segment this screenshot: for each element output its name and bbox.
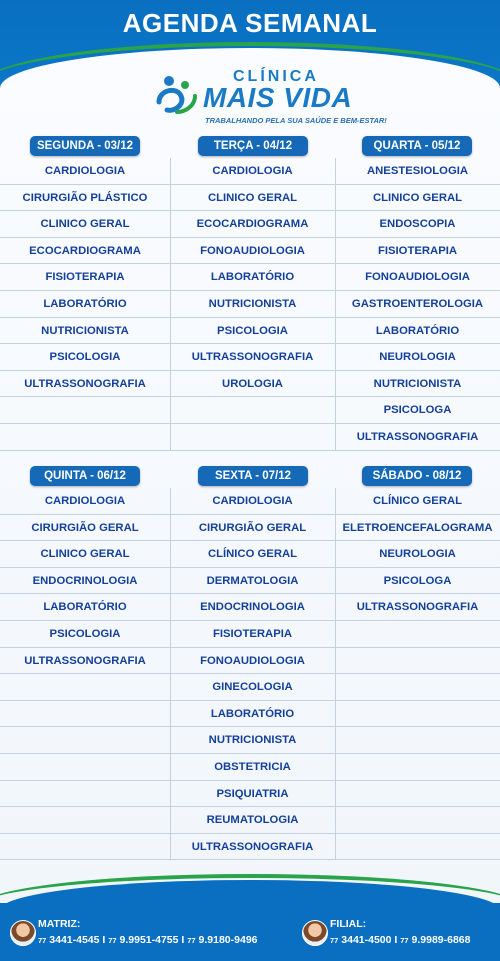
specialty-item: ELETROENCEFALOGRAMA xyxy=(335,515,500,542)
specialty-item: ENDOCRINOLOGIA xyxy=(0,568,170,595)
column-divider xyxy=(170,488,171,860)
specialty-item: CIRURGIÃO PLÁSTICO xyxy=(0,185,170,212)
specialty-item: LABORATÓRIO xyxy=(170,264,335,291)
contact-phones: 77 3441-4545 I 77 9.9951-4755 I 77 9.9180-9496 xyxy=(38,934,258,946)
specialty-item: ULTRASSONOGRAFIA xyxy=(170,834,335,861)
specialty-item: ECOCARDIOGRAMA xyxy=(170,211,335,238)
specialty-item: REUMATOLOGIA xyxy=(170,807,335,834)
specialty-item xyxy=(0,397,170,424)
specialty-item: FONOAUDIOLOGIA xyxy=(170,648,335,675)
specialty-item: LABORATÓRIO xyxy=(0,291,170,318)
specialty-item: CIRURGIÃO GERAL xyxy=(0,515,170,542)
specialty-item: NUTRICIONISTA xyxy=(335,371,500,398)
specialty-item: NEUROLOGIA xyxy=(335,541,500,568)
specialty-item: GINECOLOGIA xyxy=(170,674,335,701)
specialty-item: FISIOTERAPIA xyxy=(0,264,170,291)
phone-ddd: 77 xyxy=(400,936,409,945)
contact-phones: 77 3441-4500 I 77 9.9989-6868 xyxy=(330,934,471,946)
day-header: TERÇA - 04/12 xyxy=(198,136,308,156)
phone-ddd: 77 xyxy=(38,936,47,945)
specialty-item: CARDIOLOGIA xyxy=(170,488,335,515)
specialty-item xyxy=(335,807,500,834)
specialty-item: OBSTETRICIA xyxy=(170,754,335,781)
logo-name-text: MAIS VIDA xyxy=(203,82,353,113)
phone-ddd: 77 xyxy=(187,936,196,945)
specialty-item: ENDOCRINOLOGIA xyxy=(170,594,335,621)
phone-ddd: 77 xyxy=(330,936,339,945)
page-title: AGENDA SEMANAL xyxy=(122,8,378,38)
logo-clinica-text: CLÍNICA xyxy=(233,68,319,85)
specialty-item xyxy=(335,754,500,781)
specialty-item: PSICOLOGIA xyxy=(0,344,170,371)
specialty-item xyxy=(335,781,500,808)
phone-number: 9.9989-6868 xyxy=(411,934,471,946)
specialty-item: ECOCARDIOGRAMA xyxy=(0,238,170,265)
specialty-item: LABORATÓRIO xyxy=(170,701,335,728)
specialty-item xyxy=(0,701,170,728)
phone-number: 9.9180-9496 xyxy=(198,934,258,946)
phone-number: 9.9951-4755 xyxy=(119,934,179,946)
specialty-item: CLINICO GERAL xyxy=(335,185,500,212)
specialty-item: NUTRICIONISTA xyxy=(0,318,170,345)
phone-number: 3441-4545 xyxy=(49,934,100,946)
specialty-item: CARDIOLOGIA xyxy=(0,488,170,515)
specialty-item xyxy=(0,834,170,861)
column-divider xyxy=(170,158,171,451)
specialty-item: ULTRASSONOGRAFIA xyxy=(170,344,335,371)
specialty-item: UROLOGIA xyxy=(170,371,335,398)
day-header: SÁBADO - 08/12 xyxy=(362,466,472,486)
specialty-item: LABORATÓRIO xyxy=(335,318,500,345)
specialty-item xyxy=(0,781,170,808)
phone-ddd: 77 xyxy=(108,936,117,945)
specialty-item: NUTRICIONISTA xyxy=(170,727,335,754)
clinic-logo xyxy=(155,68,387,130)
specialty-item: FISIOTERAPIA xyxy=(335,238,500,265)
specialty-item xyxy=(170,397,335,424)
specialty-item xyxy=(335,834,500,861)
specialty-item: ENDOSCOPIA xyxy=(335,211,500,238)
specialty-item: CARDIOLOGIA xyxy=(170,158,335,185)
specialty-item: PSICOLOGA xyxy=(335,397,500,424)
specialty-item xyxy=(0,754,170,781)
contact-label: FILIAL: xyxy=(330,918,367,930)
specialty-item: PSICOLOGIA xyxy=(170,318,335,345)
family-icon xyxy=(155,72,203,116)
logo-tagline: TRABALHANDO PELA SUA SAÚDE E BEM-ESTAR! xyxy=(205,116,387,125)
specialty-item: PSICOLOGA xyxy=(335,568,500,595)
specialty-item: ULTRASSONOGRAFIA xyxy=(335,594,500,621)
day-header: SEXTA - 07/12 xyxy=(198,466,308,486)
day-header: SEGUNDA - 03/12 xyxy=(30,136,140,156)
specialty-item xyxy=(335,648,500,675)
phone-number: 3441-4500 xyxy=(341,934,392,946)
day-header: QUINTA - 06/12 xyxy=(30,466,140,486)
specialty-item xyxy=(335,621,500,648)
specialty-item: ULTRASSONOGRAFIA xyxy=(335,424,500,451)
day-header: QUARTA - 05/12 xyxy=(362,136,472,156)
specialty-item: ULTRASSONOGRAFIA xyxy=(0,371,170,398)
specialty-item xyxy=(0,727,170,754)
specialty-item: PSIQUIATRIA xyxy=(170,781,335,808)
specialty-item: CLÍNICO GERAL xyxy=(335,488,500,515)
specialty-item: FONOAUDIOLOGIA xyxy=(335,264,500,291)
specialty-item: PSICOLOGIA xyxy=(0,621,170,648)
specialty-item: ULTRASSONOGRAFIA xyxy=(0,648,170,675)
specialty-item: CLINICO GERAL xyxy=(0,541,170,568)
specialty-item: FISIOTERAPIA xyxy=(170,621,335,648)
specialty-item xyxy=(335,727,500,754)
attendant-avatar-icon xyxy=(10,920,36,946)
specialty-item xyxy=(0,674,170,701)
specialty-item: NUTRICIONISTA xyxy=(170,291,335,318)
contact-label: MATRIZ: xyxy=(38,918,81,930)
column-divider xyxy=(335,158,336,451)
specialty-item: FONOAUDIOLOGIA xyxy=(170,238,335,265)
specialty-item: CLINICO GERAL xyxy=(0,211,170,238)
attendant-avatar-icon xyxy=(302,920,328,946)
specialty-item xyxy=(0,424,170,451)
specialty-item: LABORATÓRIO xyxy=(0,594,170,621)
specialty-item: GASTROENTEROLOGIA xyxy=(335,291,500,318)
specialty-item xyxy=(335,701,500,728)
specialty-item xyxy=(0,807,170,834)
specialty-item: DERMATOLOGIA xyxy=(170,568,335,595)
specialty-item: ANESTESIOLOGIA xyxy=(335,158,500,185)
specialty-item xyxy=(170,424,335,451)
specialty-item xyxy=(335,674,500,701)
specialty-item: CLINICO GERAL xyxy=(170,185,335,212)
specialty-item: CARDIOLOGIA xyxy=(0,158,170,185)
specialty-item: CIRURGIÃO GERAL xyxy=(170,515,335,542)
column-divider xyxy=(335,488,336,860)
specialty-item: NEUROLOGIA xyxy=(335,344,500,371)
specialty-item: CLÍNICO GERAL xyxy=(170,541,335,568)
